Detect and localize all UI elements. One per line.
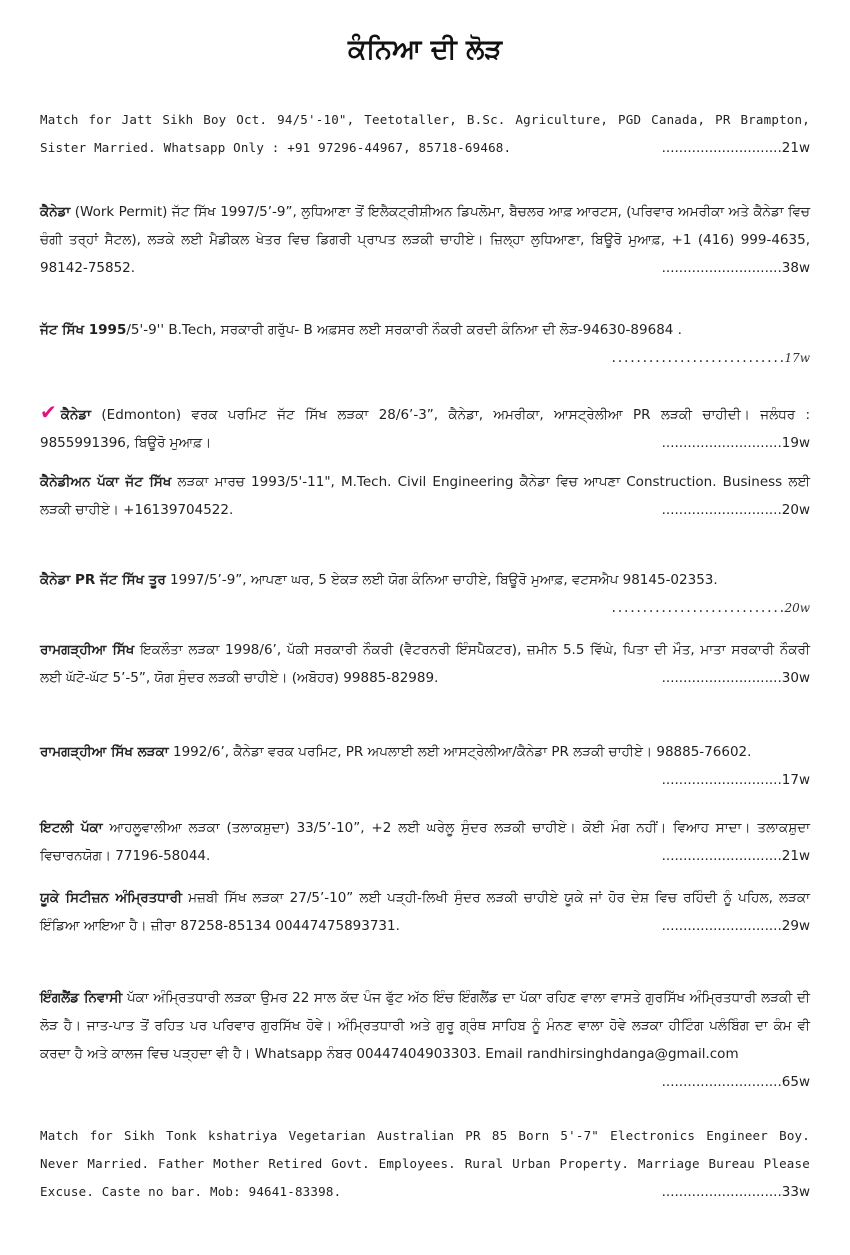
ad-10: ਯੂਕੇ ਸਿਟੀਜ਼ਨ ਅੰਮ੍ਰਿਤਧਾਰੀ ਮਜ਼ਬੀ ਸਿੱਖ ਲੜਕਾ 27/5’-10” ਲਈ ਪੜ੍ਹੀ-ਲਿਖੀ ਸੁੰਦਰ ਲੜਕੀ ਚਾਹੀਏ ਯੂਕੇ ਜਾਂ ਹੋਰ ਦੇਸ਼ ਵਿਚ ਰਹਿੰਦੀ ਨੂੰ ਪਹਿਲ, ਲੜਕਾ ਇੰਡਿਆ ਆਇਆ ਹੈ। ਜ਼ੀਰਾ 87258-85134 00447475893731. ............................29w — [40, 890, 810, 934]
ad-text: ਮਜ਼ਬੀ ਸਿੱਖ ਲੜਕਾ 27/5’-10” ਲਈ ਪੜ੍ਹੀ-ਲਿਖੀ ਸੁੰਦਰ ਲੜਕੀ ਚਾਹੀਏ ਯੂਕੇ ਜਾਂ ਹੋਰ ਦੇਸ਼ ਵਿਚ ਰਹਿੰਦੀ ਨੂੰ ਪਹਿਲ, ਲੜਕਾ ਇੰਡਿਆ ਆਇਆ ਹੈ। ਜ਼ੀਰਾ 87258-85134 00447475893731. — [40, 890, 810, 934]
ad-text: 1997/5’-9”, ਆਪਣਾ ਘਰ, 5 ਏਕੜ ਲਈ ਯੋਗ ਕੰਨਿਆ ਚਾਹੀਏ, ਬਿਊਰੋ ਮੁਆਫ਼, ਵਟਸਐਪ 98145-02353. — [165, 572, 718, 588]
ad-code: 20w — [784, 601, 810, 615]
ad-9: ਇਟਲੀ ਪੱਕਾ ਆਹਲੂਵਾਲੀਆ ਲੜਕਾ (ਤਲਾਕਸ਼ੁਦਾ) 33/5’-10”, +2 ਲਈ ਘਰੇਲੂ ਸੁੰਦਰ ਲੜਕੀ ਚਾਹੀਏ। ਕੋਈ ਮੰਗ ਨਹੀਂ। ਵਿਆਹ ਸਾਦਾ। ਤਲਾਕਸ਼ੁਦਾ ਵਿਚਾਰਨਯੋਗ। 77196-58044. ............................21w — [40, 820, 810, 864]
ad-code: 19w — [781, 435, 810, 451]
ad-code: 65w — [781, 1074, 810, 1090]
ad-text: (Edmonton) ਵਰਕ ਪਰਮਿਟ ਜੱਟ ਸਿੱਖ ਲੜਕਾ 28/6’-3”, ਕੈਨੇਡਾ, ਅਮਰੀਕਾ, ਆਸਟ੍ਰੇਲੀਆ PR ਲੜਕੀ ਚਾਹੀਦੀ। ਜਲੰਧਰ : 9855991396, ਬਿਊਰੋ ਮੁਆਫ਼। — [40, 407, 810, 451]
ad-lead: ਕੈਨੇਡਾ — [40, 204, 71, 220]
ad-code: 30w — [781, 670, 810, 686]
ad-text: Match for Jatt Sikh Boy Oct. 94/5'-10", Teetotaller, B.Sc. Agriculture, PGD Canada, PR Brampton, Sister Married. Whatsapp Only : +91 97296-44967, 85718-69468. — [40, 112, 810, 155]
ad-11: ਇੰਗਲੈਂਡ ਨਿਵਾਸੀ ਪੱਕਾ ਅੰਮ੍ਰਿਤਧਾਰੀ ਲੜਕਾ ਉਮਰ 22 ਸਾਲ ਕੱਦ ਪੰਜ ਫੁੱਟ ਅੱਠ ਇੰਚ ਇੰਗਲੈਂਡ ਦਾ ਪੱਕਾ ਰਹਿਣ ਵਾਲਾ ਵਾਸਤੇ ਗੁਰਸਿੱਖ ਅੰਮ੍ਰਿਤਧਾਰੀ ਲੜਕੀ ਦੀ ਲੋੜ ਹੈ। ਜਾਤ-ਪਾਤ ਤੋਂ ਰਹਿਤ ਪਰ ਪਰਿਵਾਰ ਗੁਰਸਿੱਖ ਹੋਵੇ। ਅੰਮ੍ਰਿਤਧਾਰੀ ਅਤੇ ਗੁਰੂ ਗ੍ਰੰਥ ਸਾਹਿਬ ਨੂੰ ਮੰਨਣ ਵਾਲਾ ਹੋਵੇ ਲੜਕਾ ਹੀਟਿੰਗ ਪਲੰਬਿੰਗ ਦਾ ਕੰਮ ਵੀ ਕਰਦਾ ਹੈ ਅਤੇ ਕਾਲਜ ਵਿਚ ਪੜ੍ਹਦਾ ਵੀ ਹੈ। Whatsapp ਨੰਬਰ 00447404903303. Email randhirsinghdanga@gmail.com ............................65w — [40, 990, 810, 1090]
ad-text: (Work Permit) ਜੱਟ ਸਿੱਖ 1997/5’-9”, ਲੁਧਿਆਣਾ ਤੋਂ ਇਲੈਕਟ੍ਰੀਸ਼ੀਅਨ ਡਿਪਲੋਮਾ, ਬੈਚਲਰ ਆਫ਼ ਆਰਟਸ, (ਪਰਿਵਾਰ ਅਮਰੀਕਾ ਅਤੇ ਕੈਨੇਡਾ ਵਿਚ ਚੰਗੀ ਤਰ੍ਹਾਂ ਸੈਟਲ), ਲੜਕੇ ਲਈ ਮੈਡੀਕਲ ਖੇਤਰ ਵਿਚ ਡਿਗਰੀ ਪ੍ਰਾਪਤ ਲੜਕੀ ਚਾਹੀਏ। ਜ਼ਿਲ੍ਹਾ ਲੁਧਿਆਣਾ, ਬਿਊਰੋ ਮੁਆਫ਼, +1 (416) 999-4635, 98142-75852. — [40, 204, 810, 276]
ad-lead: ਯੂਕੇ ਸਿਟੀਜ਼ਨ ਅੰਮ੍ਰਿਤਧਾਰੀ — [40, 890, 183, 906]
ad-code: 21w — [781, 848, 810, 864]
ad-8: ਰਾਮਗੜ੍ਹੀਆ ਸਿੱਖ ਲੜਕਾ 1992/6’, ਕੈਨੇਡਾ ਵਰਕ ਪਰਮਿਟ, PR ਅਪਲਾਈ ਲਈ ਆਸਟ੍ਰੇਲੀਆ/ਕੈਨੇਡਾ PR ਲੜਕੀ ਚਾਹੀਏ। 98885-76602. ............................17w — [40, 744, 810, 788]
ad-3: ਜੱਟ ਸਿੱਖ 1995/5'-9'' B.Tech, ਸਰਕਾਰੀ ਗਰੁੱਪ- B ਅਫ਼ਸਰ ਲਈ ਸਰਕਾਰੀ ਨੌਕਰੀ ਕਰਦੀ ਕੰਨਿਆ ਦੀ ਲੋੜ-94630-89684 . ............................ 17w — [40, 316, 810, 372]
ad-lead: ਕੈਨੇਡਾ — [60, 407, 92, 423]
ad-code: 29w — [781, 918, 810, 934]
ad-text: ਪੱਕਾ ਅੰਮ੍ਰਿਤਧਾਰੀ ਲੜਕਾ ਉਮਰ 22 ਸਾਲ ਕੱਦ ਪੰਜ ਫੁੱਟ ਅੱਠ ਇੰਚ ਇੰਗਲੈਂਡ ਦਾ ਪੱਕਾ ਰਹਿਣ ਵਾਲਾ ਵਾਸਤੇ ਗੁਰਸਿੱਖ ਅੰਮ੍ਰਿਤਧਾਰੀ ਲੜਕੀ ਦੀ ਲੋੜ ਹੈ। ਜਾਤ-ਪਾਤ ਤੋਂ ਰਹਿਤ ਪਰ ਪਰਿਵਾਰ ਗੁਰਸਿੱਖ ਹੋਵੇ। ਅੰਮ੍ਰਿਤਧਾਰੀ ਅਤੇ ਗੁਰੂ ਗ੍ਰੰਥ ਸਾਹਿਬ ਨੂੰ ਮੰਨਣ ਵਾਲਾ ਹੋਵੇ ਲੜਕਾ ਹੀਟਿੰਗ ਪਲੰਬਿੰਗ ਦਾ ਕੰਮ ਵੀ ਕਰਦਾ ਹੈ ਅਤੇ ਕਾਲਜ ਵਿਚ ਪੜ੍ਹਦਾ ਵੀ ਹੈ। Whatsapp ਨੰਬਰ 00447404903303. Email randhirsinghdanga@gmail.com — [40, 990, 810, 1062]
ad-lead: ਕੈਨੇਡਾ PR ਜੱਟ ਸਿੱਖ ਤੂਰ — [40, 572, 166, 588]
ad-text: 1992/6’, ਕੈਨੇਡਾ ਵਰਕ ਪਰਮਿਟ, PR ਅਪਲਾਈ ਲਈ ਆਸਟ੍ਰੇਲੀਆ/ਕੈਨੇਡਾ PR ਲੜਕੀ ਚਾਹੀਏ। 98885-76602. — [168, 744, 752, 760]
ad-code: 21w — [781, 140, 810, 156]
ad-text: Match for Sikh Tonk kshatriya Vegetarian Australian PR 85 Born 5'-7" Electronics Engineer Boy. Never Married. Father Mother Retired Govt. Employees. Rural Urban Property. Marriage Bureau Please Excuse. Caste no bar. Mob: 94641-83398. — [40, 1128, 810, 1199]
ad-lead: ਕੈਨੇਡੀਅਨ ਪੱਕਾ ਜੱਟ ਸਿੱਖ — [40, 474, 172, 490]
ad-lead: ਇਟਲੀ ਪੱਕਾ — [40, 820, 103, 836]
ad-12: Match for Sikh Tonk kshatriya Vegetarian Australian PR 85 Born 5'-7" Electronics Engineer Boy. Never Married. Father Mother Retired Govt. Employees. Rural Urban Property. Marriage Bureau Please Excuse. Caste no bar. Mob: 94641-83398. ............................33w — [40, 1128, 810, 1200]
ad-code: 20w — [781, 502, 810, 518]
ad-2: ਕੈਨੇਡਾ (Work Permit) ਜੱਟ ਸਿੱਖ 1997/5’-9”, ਲੁਧਿਆਣਾ ਤੋਂ ਇਲੈਕਟ੍ਰੀਸ਼ੀਅਨ ਡਿਪਲੋਮਾ, ਬੈਚਲਰ ਆਫ਼ ਆਰਟਸ, (ਪਰਿਵਾਰ ਅਮਰੀਕਾ ਅਤੇ ਕੈਨੇਡਾ ਵਿਚ ਚੰਗੀ ਤਰ੍ਹਾਂ ਸੈਟਲ), ਲੜਕੇ ਲਈ ਮੈਡੀਕਲ ਖੇਤਰ ਵਿਚ ਡਿਗਰੀ ਪ੍ਰਾਪਤ ਲੜਕੀ ਚਾਹੀਏ। ਜ਼ਿਲ੍ਹਾ ਲੁਧਿਆਣਾ, ਬਿਊਰੋ ਮੁਆਫ਼, +1 (416) 999-4635, 98142-75852. ............................38w — [40, 204, 810, 276]
ad-lead: ਜੱਟ ਸਿੱਖ 1995 — [40, 322, 127, 338]
ad-text: ਆਹਲੂਵਾਲੀਆ ਲੜਕਾ (ਤਲਾਕਸ਼ੁਦਾ) 33/5’-10”, +2 ਲਈ ਘਰੇਲੂ ਸੁੰਦਰ ਲੜਕੀ ਚਾਹੀਏ। ਕੋਈ ਮੰਗ ਨਹੀਂ। ਵਿਆਹ ਸਾਦਾ। ਤਲਾਕਸ਼ੁਦਾ ਵਿਚਾਰਨਯੋਗ। 77196-58044. — [40, 820, 810, 864]
ad-lead: ਇੰਗਲੈਂਡ ਨਿਵਾਸੀ — [40, 990, 123, 1006]
ad-code: 33w — [781, 1184, 810, 1200]
ad-text: /5'-9'' B.Tech, ਸਰਕਾਰੀ ਗਰੁੱਪ- B ਅਫ਼ਸਰ ਲਈ ਸਰਕਾਰੀ ਨੌਕਰੀ ਕਰਦੀ ਕੰਨਿਆ ਦੀ ਲੋੜ-94630-89684 . — [126, 322, 682, 338]
checkmark-icon: ✔ — [40, 400, 57, 424]
ad-6: ਕੈਨੇਡਾ PR ਜੱਟ ਸਿੱਖ ਤੂਰ 1997/5’-9”, ਆਪਣਾ ਘਰ, 5 ਏਕੜ ਲਈ ਯੋਗ ਕੰਨਿਆ ਚਾਹੀਏ, ਬਿਊਰੋ ਮੁਆਫ਼, ਵਟਸਐਪ 98145-02353. ............................ 20w — [40, 566, 810, 622]
ad-1: Match for Jatt Sikh Boy Oct. 94/5'-10", Teetotaller, B.Sc. Agriculture, PGD Canada, PR Brampton, Sister Married. Whatsapp Only : +91 97296-44967, 85718-69468. ............................21w — [40, 112, 810, 156]
ad-code: 17w — [781, 772, 810, 788]
ad-code: 17w — [784, 351, 810, 365]
ad-lead: ਰਾਮਗੜ੍ਹੀਆ ਸਿੱਖ — [40, 642, 135, 658]
ad-code: 38w — [781, 260, 810, 276]
ad-7: ਰਾਮਗੜ੍ਹੀਆ ਸਿੱਖ ਇਕਲੌਤਾ ਲੜਕਾ 1998/6’, ਪੱਕੀ ਸਰਕਾਰੀ ਨੌਕਰੀ (ਵੈਟਰਨਰੀ ਇੰਸਪੈਕਟਰ), ਜ਼ਮੀਨ 5.5 ਵਿੱਘੇ, ਪਿਤਾ ਦੀ ਮੌਤ, ਮਾਤਾ ਸਰਕਾਰੀ ਨੌਕਰੀ ਲਈ ਘੱਟੋ-ਘੱਟ 5’-5”, ਯੋਗ ਸੁੰਦਰ ਲੜਕੀ ਚਾਹੀਏ। (ਅਬੋਹਰ) 99885-82989. ............................30w — [40, 642, 810, 686]
ad-text: ਲੜਕਾ ਮਾਰਚ 1993/5'-11", M.Tech. Civil Engineering ਕੈਨੇਡਾ ਵਿਚ ਆਪਣਾ Construction. Business ਲਈ ਲੜਕੀ ਚਾਹੀਏ। +16139704522. — [40, 474, 810, 518]
ad-lead: ਰਾਮਗੜ੍ਹੀਆ ਸਿੱਖ ਲੜਕਾ — [40, 744, 169, 760]
ad-4: ✔ ਕੈਨੇਡਾ (Edmonton) ਵਰਕ ਪਰਮਿਟ ਜੱਟ ਸਿੱਖ ਲੜਕਾ 28/6’-3”, ਕੈਨੇਡਾ, ਅਮਰੀਕਾ, ਆਸਟ੍ਰੇਲੀਆ PR ਲੜਕੀ ਚਾਹੀਦੀ। ਜਲੰਧਰ : 9855991396, ਬਿਊਰੋ ਮੁਆਫ਼। ............................19w — [40, 400, 810, 451]
ad-text: ਇਕਲੌਤਾ ਲੜਕਾ 1998/6’, ਪੱਕੀ ਸਰਕਾਰੀ ਨੌਕਰੀ (ਵੈਟਰਨਰੀ ਇੰਸਪੈਕਟਰ), ਜ਼ਮੀਨ 5.5 ਵਿੱਘੇ, ਪਿਤਾ ਦੀ ਮੌਤ, ਮਾਤਾ ਸਰਕਾਰੀ ਨੌਕਰੀ ਲਈ ਘੱਟੋ-ਘੱਟ 5’-5”, ਯੋਗ ਸੁੰਦਰ ਲੜਕੀ ਚਾਹੀਏ। (ਅਬੋਹਰ) 99885-82989. — [40, 642, 810, 686]
ad-5: ਕੈਨੇਡੀਅਨ ਪੱਕਾ ਜੱਟ ਸਿੱਖ ਲੜਕਾ ਮਾਰਚ 1993/5'-11", M.Tech. Civil Engineering ਕੈਨੇਡਾ ਵਿਚ ਆਪਣਾ Construction. Business ਲਈ ਲੜਕੀ ਚਾਹੀਏ। +16139704522. ............................20w — [40, 474, 810, 518]
page-title: ਕੰਨਿਆ ਦੀ ਲੋੜ — [347, 34, 503, 65]
